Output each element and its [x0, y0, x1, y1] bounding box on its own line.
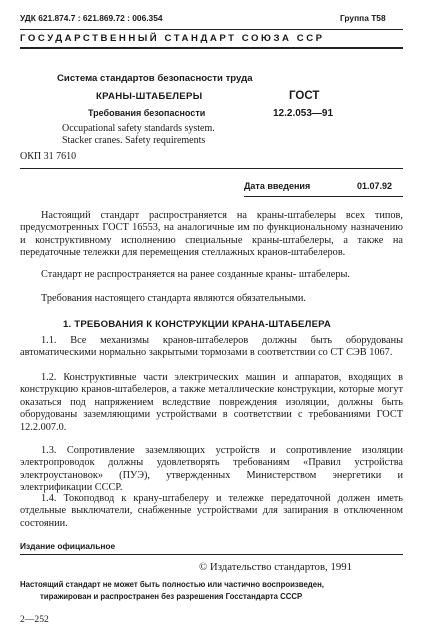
udk-code: УДК 621.874.7 : 621.869.72 : 006.354: [20, 13, 163, 23]
intro-date-label: Дата введения: [244, 181, 311, 191]
gost-label: ГОСТ: [289, 90, 320, 102]
reproduction-notice-line2: тиражирован и распространен без разрешения Госстандарта СССР: [40, 592, 303, 601]
document-subtitle: Требования безопасности: [88, 108, 206, 118]
clause-1-3: 1.3. Сопротивление заземляющих устройств и сопротивление изоляции электропроводок должны удовлетворять требованиям «Правил устройства электроустановок» (ПУЭ), утвержденных Министерством энергетики и электрификации СССР.: [20, 445, 403, 494]
intro-date-rule: [244, 196, 403, 197]
intro-paragraph-exclusion: Стандарт не распространяется на ранее созданные краны- штабелеры.: [41, 269, 350, 280]
intro-paragraph-mandatory: Требования настоящего стандарта являются обязательными.: [41, 293, 306, 304]
standards-system-title: Система стандартов безопасности труда: [57, 73, 253, 84]
document-main-title: КРАНЫ-ШТАБЕЛЕРЫ: [96, 91, 203, 102]
reproduction-notice-line1: Настоящий стандарт не может быть полностью или частично воспроизведен,: [20, 580, 324, 589]
intro-paragraph-scope: Настоящий стандарт распространяется на краны-штабелеры всех типов, предусмотренных ГОСТ 16553, на аналогичные им по функциональному назначению и конструктивному исполнению специальные краны-штабелеры, а также на передаточные тележки для перемещения стеллажных кранов-штабелеров.: [20, 210, 403, 259]
footer-rule: [20, 554, 403, 555]
official-edition-label: Издание официальное: [20, 541, 116, 551]
english-title-line1: Occupational safety standards system.: [62, 123, 215, 134]
clause-1-2: 1.2. Конструктивные части электрических машин и аппаратов, входящих в конструкцию кранов-штабелеров, а также металлические конструкции, которые могут оказаться под напряжением вследствие повреждения изоляции, должны быть оборудованы заземляющими устройствами в соответствии с требованиями ГОСТ 12.2.007.0.: [20, 372, 403, 433]
clause-1-1: 1.1. Все механизмы кранов-штабелеров должны быть оборудованы автоматическими нормально закрытыми тормозами в соответствии со СТ СЭВ 1067.: [20, 335, 403, 359]
section-1-title: 1. ТРЕБОВАНИЯ К КОНСТРУКЦИИ КРАНА-ШТАБЕЛЕРА: [63, 319, 332, 330]
okp-code: ОКП 31 7610: [20, 151, 77, 162]
clause-1-4: 1.4. Токоподвод к крану-штабелеру и тележке передаточной должен иметь отдельные выключатели, снабженные устройствами для запирания в отключенном состоянии.: [20, 493, 403, 529]
header-rule-top: [20, 29, 403, 30]
state-standard-banner: ГОСУДАРСТВЕННЫЙ СТАНДАРТ СОЮЗА ССР: [20, 33, 325, 44]
title-block-rule: [20, 168, 403, 169]
english-title-line2: Stacker cranes. Safety requirements: [62, 135, 206, 146]
gost-number: 12.2.053—91: [273, 108, 334, 119]
header-rule-bottom: [20, 47, 403, 49]
intro-date-value: 01.07.92: [357, 181, 393, 191]
page-mark: 2—252: [20, 614, 49, 625]
group-code: Группа Т58: [340, 13, 386, 23]
copyright-line: © Издательство стандартов, 1991: [199, 561, 353, 573]
